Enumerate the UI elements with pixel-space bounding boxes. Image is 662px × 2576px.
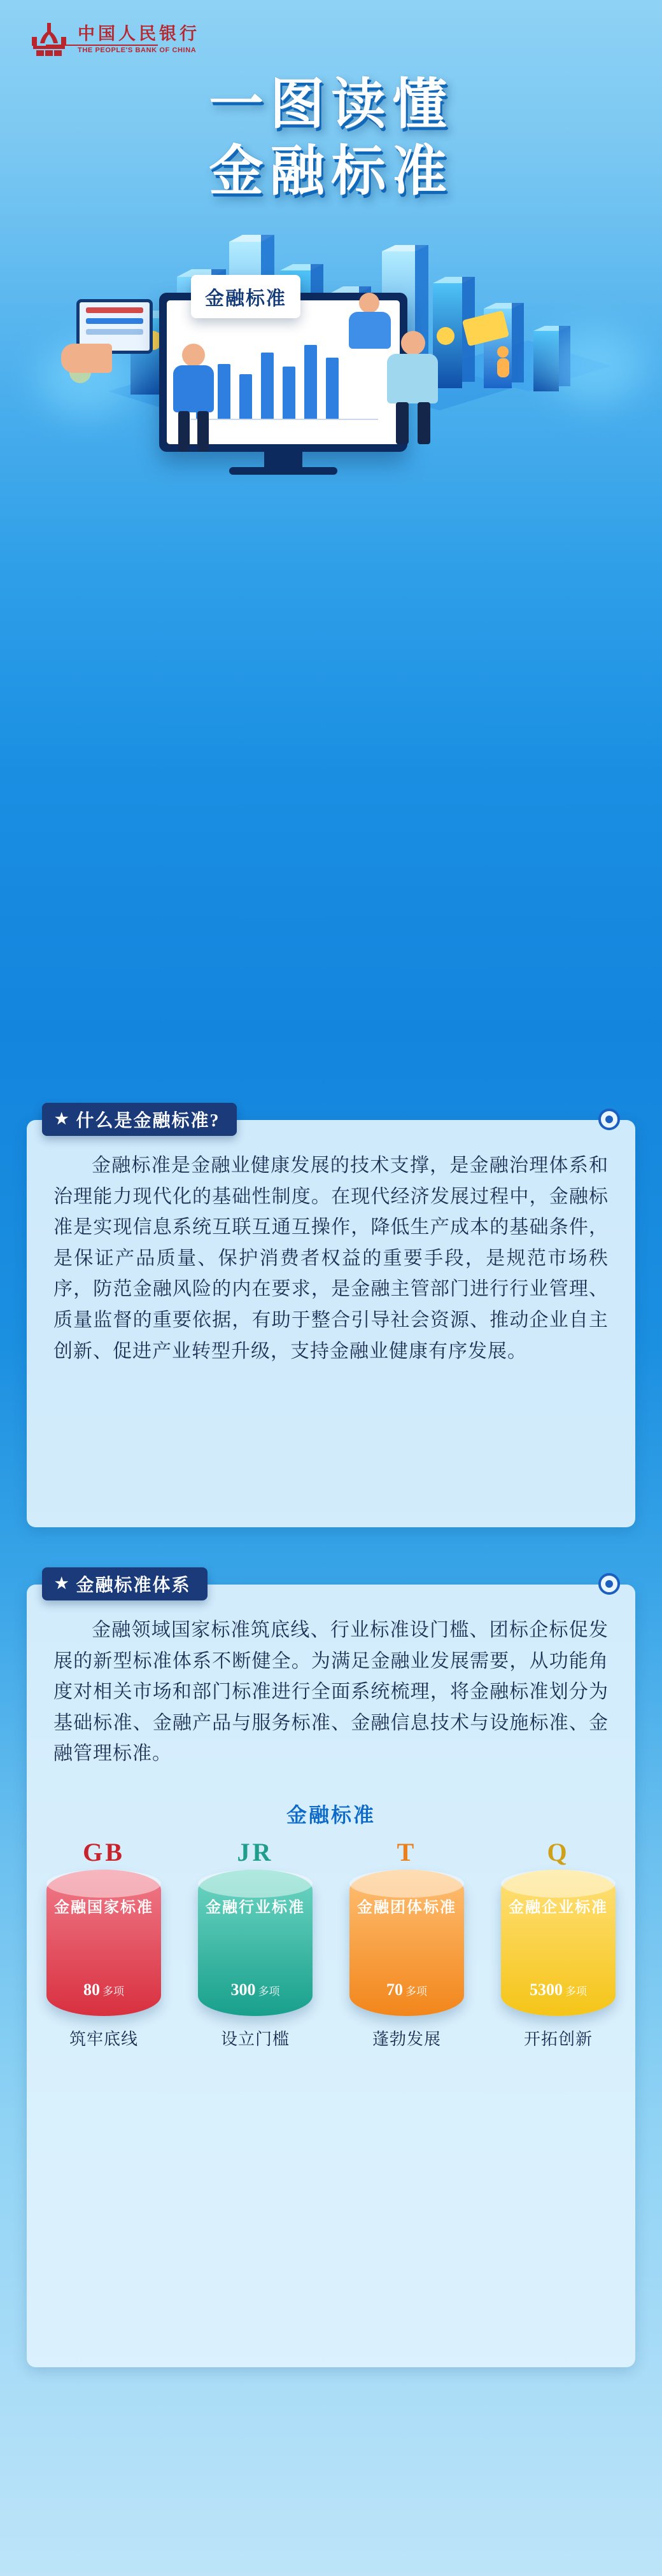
cylinder-top-ellipse <box>198 1870 313 1898</box>
ring-marker-icon-2 <box>598 1573 620 1595</box>
cylinder-top-ellipse <box>501 1870 616 1898</box>
cylinder-code: JR <box>237 1837 274 1866</box>
hand-graphic <box>61 344 112 373</box>
cylinder-count: 300 多项 <box>230 1980 280 1999</box>
section-card-system <box>27 1585 635 2367</box>
cylinder-label: 金融企业标准 <box>509 1899 608 1916</box>
monitor-stand <box>264 452 302 468</box>
cylinder-item <box>37 1837 171 2050</box>
cylinder-top-ellipse <box>349 1870 464 1898</box>
cylinder-top-ellipse <box>46 1870 161 1898</box>
cylinder-shape <box>198 1870 313 2016</box>
cylinder-note: 筑牢底线 <box>69 2029 138 2048</box>
section-body-what-is: 金融标准是金融业健康发展的技术支撑，是金融治理体系和治理能力现代化的基础性制度。在现代经济发展过程中，金融标准是实现信息系统互联互通互操作，降低生产成本的基础条件，是保证产品质量、保护消费者权益的重要手段，是规范市场秩序，防范金融风险的内在要求，是金融主管部门进行行业管理、质量监督的重要依据，有助于整合引导社会资源、推动企业自主创新、促进产业转型升级，支持金融业健康有序发展。 <box>53 1155 609 1362</box>
cylinder-shape <box>349 1870 464 2016</box>
ring-marker-icon-1 <box>598 1109 620 1130</box>
screen-badge: 金融标准 <box>191 275 300 318</box>
cylinder-note: 蓬勃发展 <box>372 2029 441 2048</box>
section-heading-label: 金融标准体系 <box>76 1576 191 1595</box>
cylinder-item <box>188 1837 322 2050</box>
section-heading-label: 什么是金融标准? <box>76 1111 220 1131</box>
cylinder-count: 70 多项 <box>386 1980 427 1999</box>
cylinder-code: Q <box>547 1837 570 1866</box>
pboc-logo-icon <box>31 22 67 57</box>
cylinder-label: 金融团体标准 <box>357 1899 456 1916</box>
cylinder-count: 80 多项 <box>83 1980 124 1999</box>
brand-logo <box>31 22 200 57</box>
cylinder-label: 金融国家标准 <box>54 1899 153 1916</box>
cylinder-item <box>491 1837 625 2050</box>
star-icon: ★ <box>55 1576 70 1592</box>
brand-name-en: THE PEOPLE'S BANK OF CHINA <box>78 46 197 54</box>
section-body-system: 金融领域国家标准筑底线、行业标准设门槛、团标企标促发展的新型标准体系不断健全。为满足金融业发展需要，从功能角度对相关市场和部门标准进行全面系统梳理，将金融标准划分为基础标准、金融产品与服务标准、金融信息技术与设施标准、金融管理标准。 <box>53 1620 609 1765</box>
person-left <box>166 344 223 452</box>
cylinders-sub-title: 金融标准 <box>286 1803 376 1826</box>
cylinder-code: GB <box>83 1837 125 1866</box>
cylinder-group <box>27 1837 635 2050</box>
section-card-what-is <box>27 1120 635 1527</box>
cylinder-note: 开拓创新 <box>523 2029 593 2048</box>
cylinder-label: 金融行业标准 <box>206 1899 305 1916</box>
brand-name-cn: 中国人民银行 <box>78 24 200 44</box>
hero-line-1: 一图读懂 <box>209 74 453 135</box>
star-icon: ★ <box>55 1111 70 1128</box>
monitor-base <box>229 467 337 475</box>
cylinder-note: 设立门槛 <box>220 2029 290 2048</box>
cylinder-code: T <box>397 1837 417 1866</box>
cylinder-shape <box>46 1870 161 2016</box>
section-heading-system <box>42 1567 208 1600</box>
person-seated <box>344 293 401 369</box>
hero-line-2: 金融标准 <box>209 140 453 202</box>
cylinder-shape <box>501 1870 616 2016</box>
section-heading-what-is <box>42 1103 237 1136</box>
cylinder-item <box>340 1837 474 2050</box>
brand-divider <box>46 45 158 46</box>
cylinder-count: 5300 多项 <box>530 1980 587 1999</box>
